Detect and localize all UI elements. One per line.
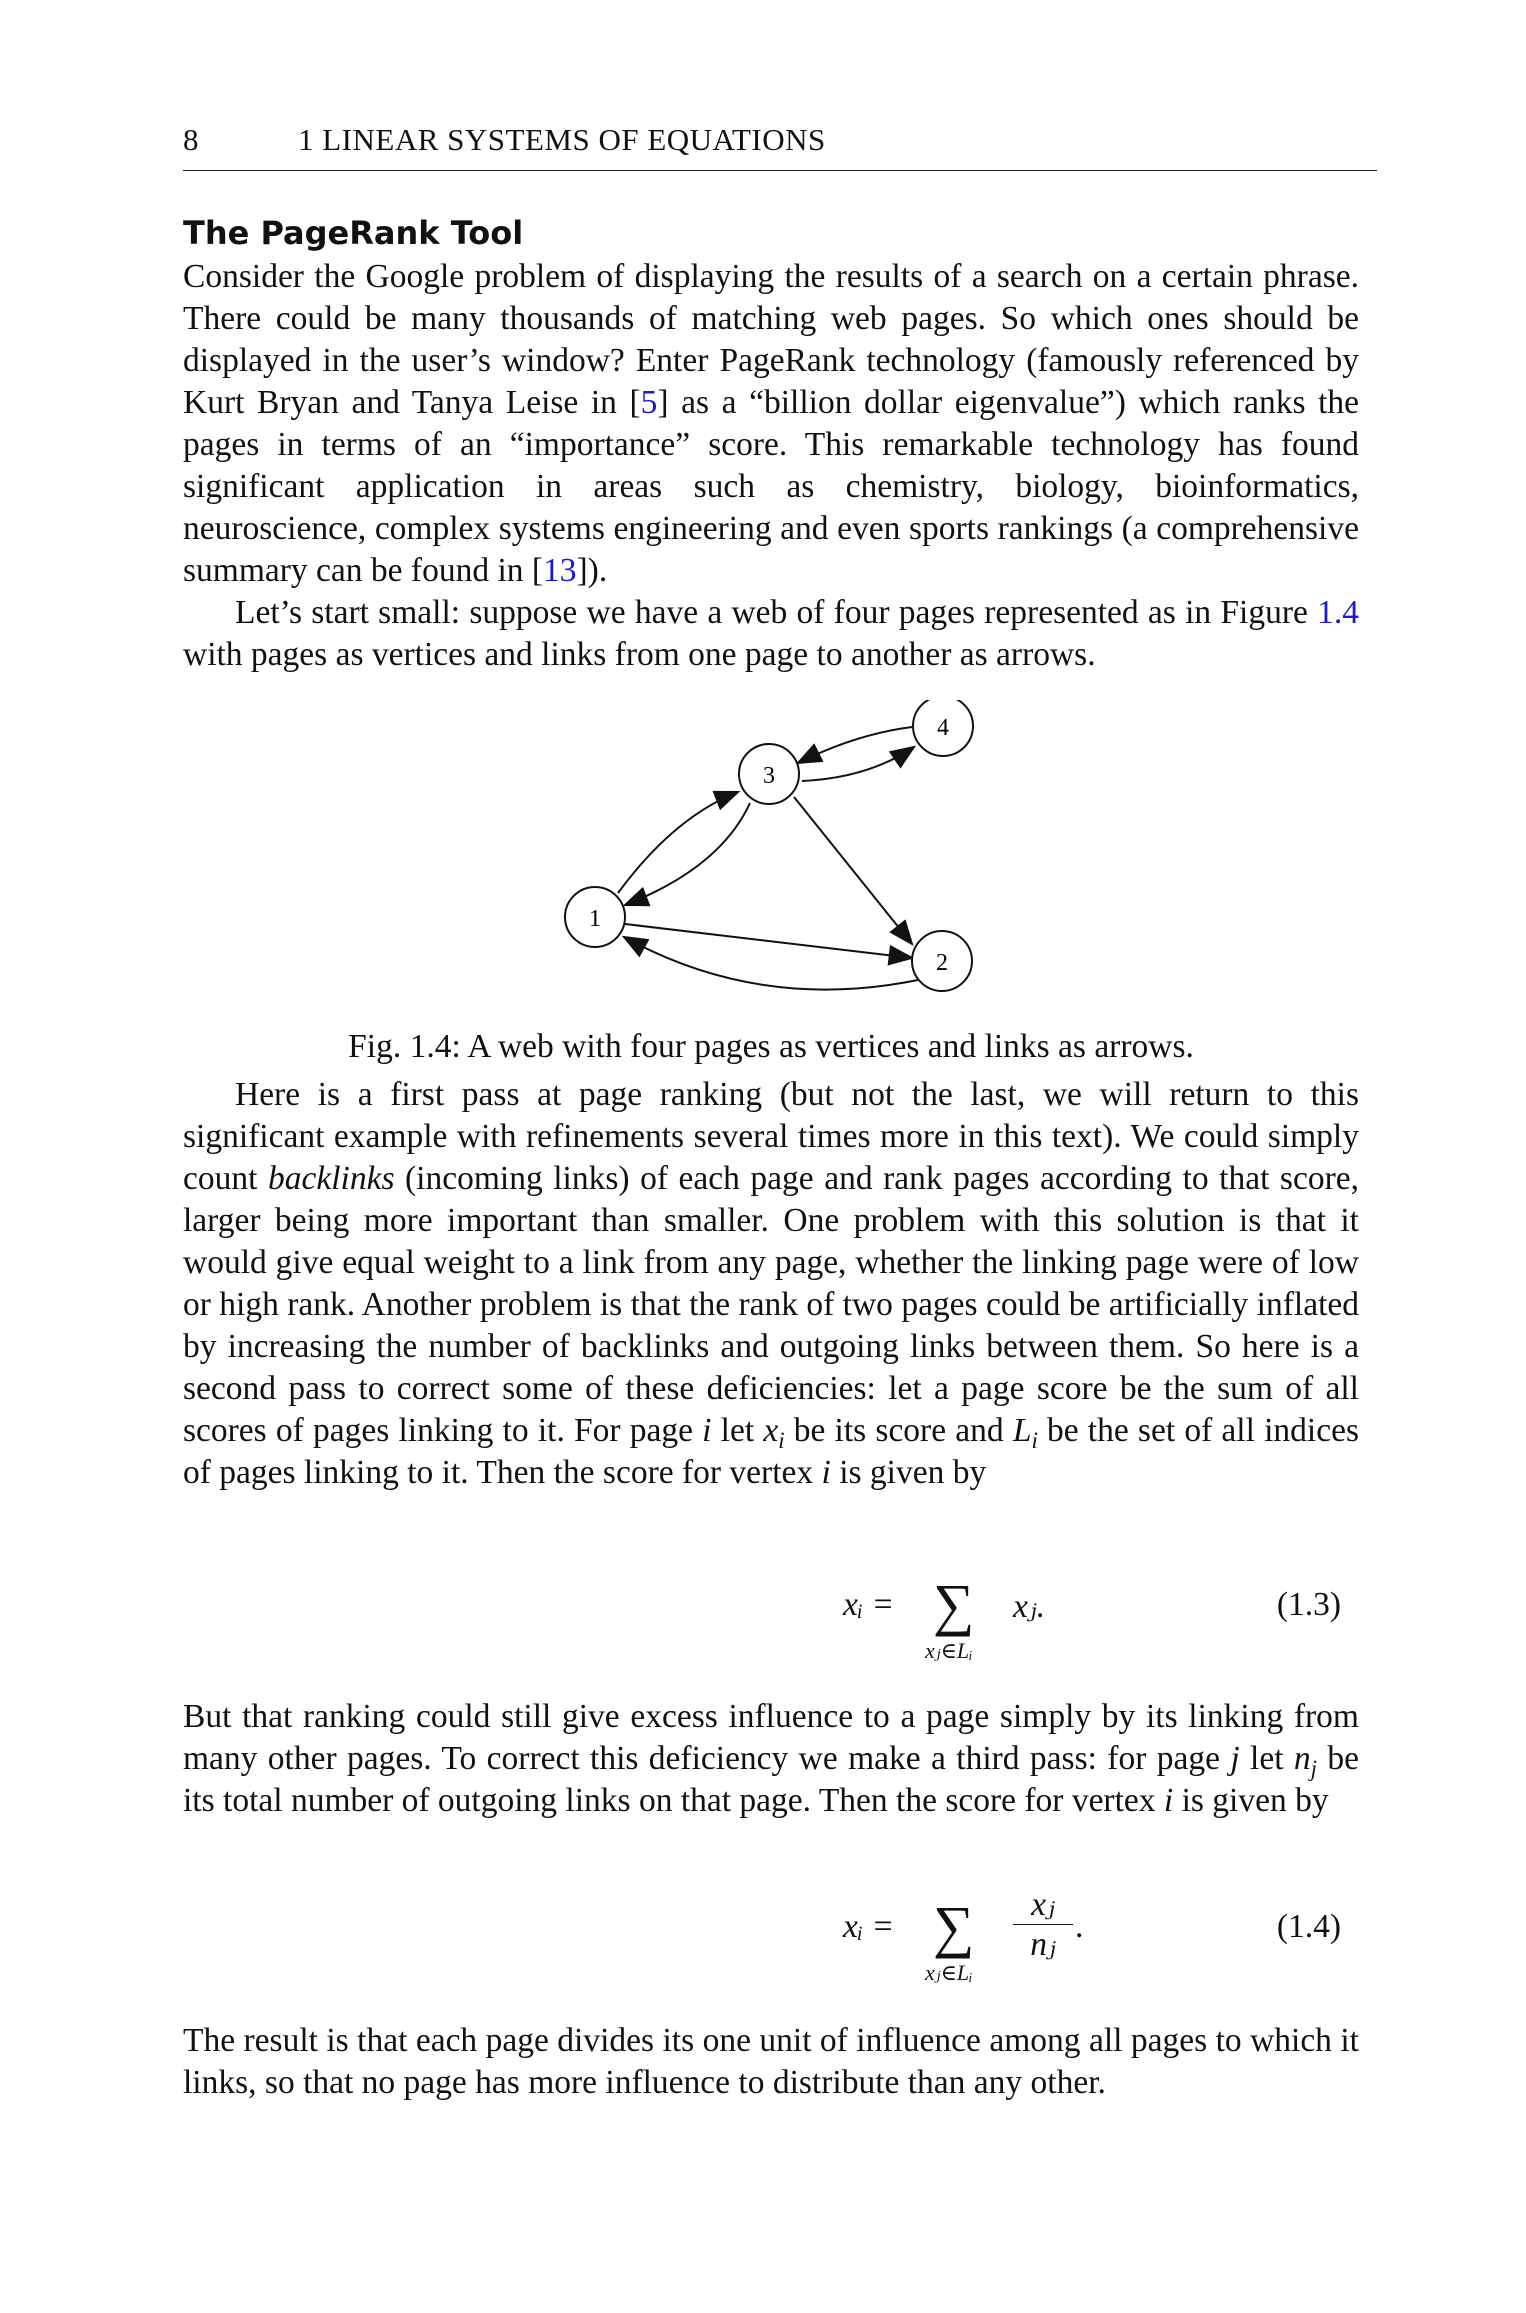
edge-3-to-2 (794, 797, 912, 944)
summation-symbol: ∑ (933, 1894, 975, 1959)
edge-3-to-4 (802, 747, 914, 781)
page-number: 8 (183, 122, 199, 157)
node-2-label: 2 (936, 950, 948, 976)
chapter-title: 1 LINEAR SYSTEMS OF EQUATIONS (298, 122, 826, 157)
figure-link[interactable]: 1.4 (1317, 594, 1359, 631)
running-header (183, 122, 1377, 171)
paragraph-small-web: Let’s start small: suppose we have a web of four pages represented as in Figure 1.4 with pages as vertices and links from one page to another as arrows. (183, 594, 1359, 673)
node-4-label: 4 (937, 715, 949, 741)
pagerank-graph-figure (560, 700, 990, 1010)
node-3-label: 3 (763, 763, 775, 789)
citation-link[interactable]: 13 (543, 552, 577, 589)
citation-link[interactable]: 5 (640, 384, 658, 421)
equation-1-3: xᵢ = ∑ xⱼ∈Lᵢ xⱼ. (1.3) (843, 1572, 1341, 1663)
paragraph-result: The result is that each page divides its one unit of influence among all pages to which it links, so that no page has more influence to distribute than any other. (183, 2022, 1359, 2101)
section-title: The PageRank Tool (183, 214, 524, 252)
node-1-label: 1 (589, 906, 601, 932)
equation-1-4: xᵢ = ∑ xⱼ∈Lᵢ $\frac{\text{xⱼ}}{\text{nⱼ}}$ . (1.4) (843, 1886, 1341, 1985)
edge-3-to-1 (625, 803, 750, 905)
paragraph-first-pass: Here is a first pass at page ranking (but not the last, we will return to this significant example with refinements several times more in this text). We could simply count backlinks (incoming links) of each page and rank pages according to that score, larger being more important than smaller. One problem with this solution is that it would give equal weight to a link from any page, whether the linking page were of low or high rank. Another problem is that the rank of two pages could be artificially inflated by increasing the number of backlinks and outgoing links between them. So here is a second pass to correct some of these deficiencies: let a page score be the sum of all scores of pages linking to it. For page i let $x_i$ be its score and $L_i$ be the set of all indices of pages linking to it. Then the score for vertex i is given by (183, 1076, 1359, 1491)
edge-1-to-2 (625, 924, 912, 958)
paragraph-third-pass: But that ranking could still give excess influence to a page simply by its linking from many other pages. To correct this deficiency we make a third pass: for page j let $n_j$ be its total number of outgoing links on that page. Then the score for vertex i is given by (183, 1698, 1359, 1819)
emphasis-backlinks: backlinks (267, 1160, 395, 1197)
edge-2-to-1 (624, 937, 918, 990)
paragraph-intro: Consider the Google problem of displaying the results of a search on a certain phrase. There could be many thousands of matching web pages. So which ones should be displayed in the user’s window? Enter PageRank technology (famously referenced by Kurt Bryan and Tanya Leise in [5] as a “billion dollar eigenvalue”) which ranks the pages in terms of an “importance” score. This remarkable technology has found significant application in areas such as chemistry, biology, bioinformatics, neuroscience, complex systems engineering and even sports rankings (a comprehensive summary can be found in [13]). (183, 258, 1359, 589)
equation-number: (1.4) (1276, 1908, 1341, 1945)
figure-caption: Fig. 1.4: A web with four pages as vertices and links as arrows. (348, 1028, 1194, 1065)
edge-1-to-3 (618, 792, 738, 893)
summation-symbol: ∑ (933, 1572, 975, 1637)
fraction: $\frac{\text{xⱼ}}{\text{nⱼ}}$ (1013, 1886, 1073, 1965)
equation-number: (1.3) (1276, 1586, 1341, 1623)
